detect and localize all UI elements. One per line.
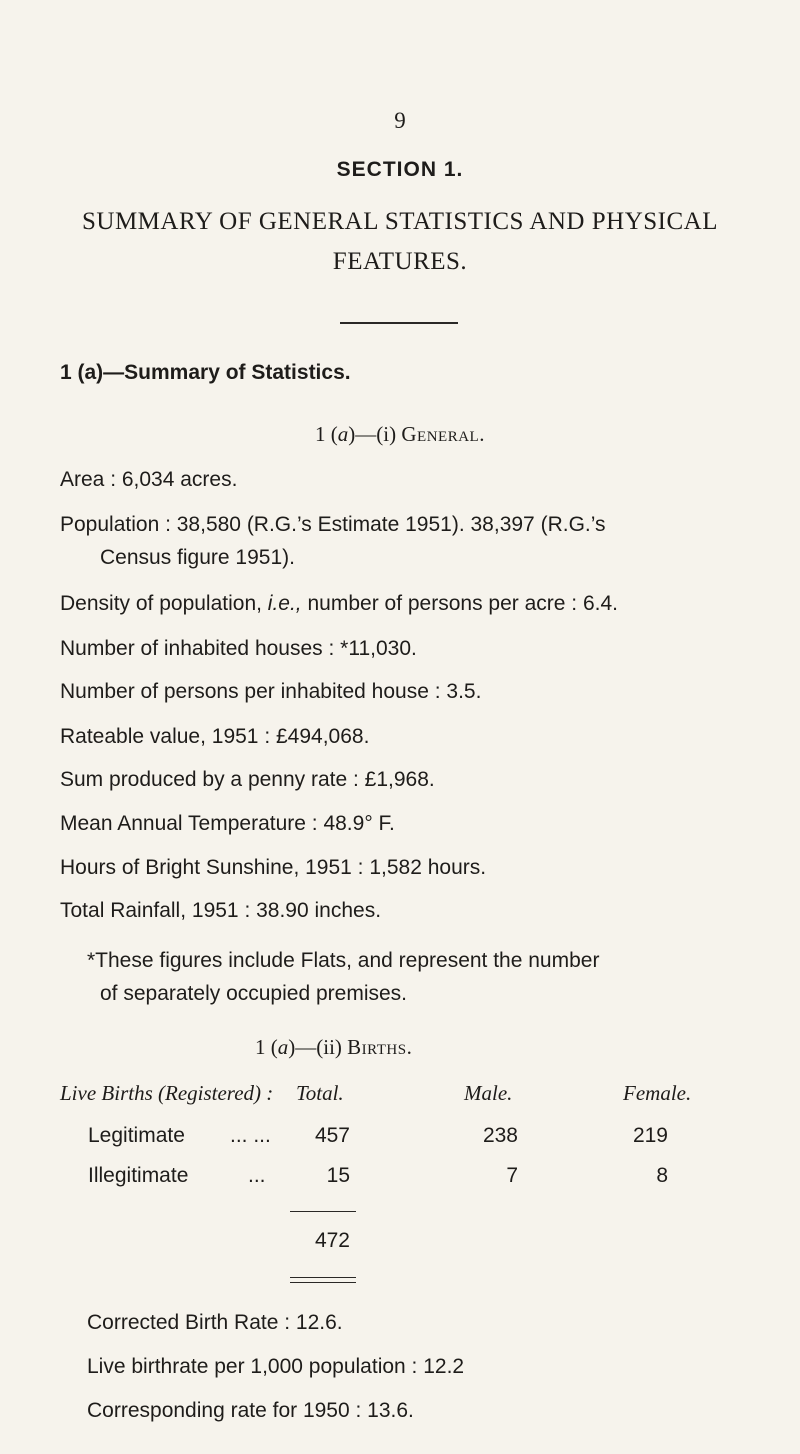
births-mid: )—(ii): [288, 1035, 348, 1059]
row-label: Illegitimate: [88, 1164, 189, 1187]
footnote-line-1: *These figures include Flats, and represent the number: [87, 949, 600, 972]
stat-houses: Number of inhabited houses : *11,030.: [60, 637, 417, 660]
general-letter: a: [337, 422, 349, 446]
row-leader: ... ...: [230, 1124, 271, 1147]
stat-area: Area : 6,034 acres.: [60, 468, 238, 491]
column-header-total: [296, 1081, 344, 1106]
column-header-female: [623, 1081, 691, 1106]
row-female: 8: [656, 1164, 668, 1187]
births-prefix: 1 (: [255, 1035, 278, 1059]
births-letter: a: [277, 1035, 289, 1059]
row-male: 7: [506, 1164, 518, 1187]
column-header-total-text: Total.: [296, 1081, 344, 1105]
column-header-male: [464, 1081, 512, 1106]
rate-1950: Corresponding rate for 1950 : 13.6.: [87, 1399, 414, 1422]
stat-persons-per-house: Number of persons per inhabited house : 3.5.: [60, 680, 482, 703]
total-double-rule: [290, 1277, 356, 1283]
births-caption: [60, 1081, 273, 1106]
section-label: SECTION 1.: [336, 158, 464, 181]
stat-rateable-value: Rateable value, 1951 : £494,068.: [60, 725, 370, 748]
caption-b: Registered: [165, 1081, 255, 1105]
stat-sunshine: Hours of Bright Sunshine, 1951 : 1,582 hours.: [60, 856, 487, 879]
stat-penny-rate: Sum produced by a penny rate : £1,968.: [60, 768, 435, 791]
column-header-female-text: Female.: [623, 1081, 692, 1105]
stat-population-cont: Census figure 1951).: [100, 546, 295, 569]
births-label: Births.: [347, 1035, 413, 1059]
summary-subheading: 1 (a)—Summary of Statistics.: [60, 361, 351, 384]
total-rule: [290, 1211, 356, 1212]
general-label: General.: [401, 422, 485, 446]
general-heading: [0, 422, 800, 447]
grand-total: 472: [314, 1229, 350, 1252]
live-birthrate: Live birthrate per 1,000 population : 12.2: [87, 1355, 465, 1378]
stat-density: [60, 592, 618, 616]
page-number: 9: [394, 108, 406, 133]
caption-a: Live Births (: [60, 1081, 165, 1105]
density-prefix: Density of population,: [60, 592, 268, 615]
density-rest: number of persons per acre : 6.4.: [301, 592, 618, 615]
title-divider: [340, 322, 458, 324]
row-total: 457: [314, 1124, 350, 1147]
column-header-male-text: Male.: [464, 1081, 513, 1105]
general-mid: )—(i): [348, 422, 402, 446]
stat-rainfall: Total Rainfall, 1951 : 38.90 inches.: [60, 899, 382, 922]
stat-population: Population : 38,580 (R.G.’s Estimate 1951). 38,397 (R.G.’s: [60, 513, 606, 536]
stat-temperature: Mean Annual Temperature : 48.9° F.: [60, 812, 395, 835]
footnote-line-2: of separately occupied premises.: [100, 982, 407, 1005]
row-label: Legitimate: [88, 1124, 185, 1147]
main-title: SUMMARY OF GENERAL STATISTICS AND PHYSICAL FEATURES.: [82, 208, 718, 275]
row-female: 219: [632, 1124, 668, 1147]
row-leader: ...: [248, 1164, 266, 1187]
corrected-birth-rate: Corrected Birth Rate : 12.6.: [87, 1311, 343, 1334]
row-male: 238: [482, 1124, 518, 1147]
general-prefix: 1 (: [315, 422, 338, 446]
caption-c: ) :: [254, 1081, 274, 1105]
births-heading: [255, 1035, 412, 1060]
density-ie: i.e.,: [267, 592, 302, 615]
row-total: 15: [326, 1164, 350, 1187]
